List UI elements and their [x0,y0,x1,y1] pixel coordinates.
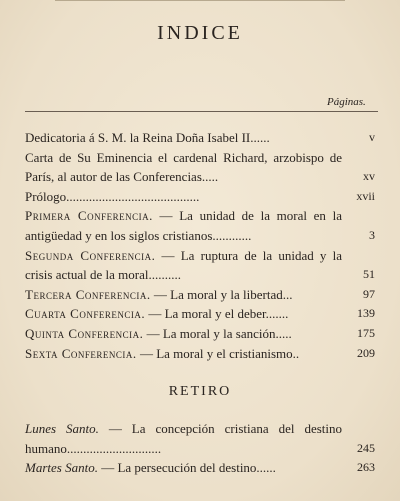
header-rule [25,111,378,112]
toc-entry [25,419,378,458]
entry-lead: Cuarta Conferencia. [25,306,146,322]
entry-lead: Quinta Conferencia. [25,325,144,341]
toc-entry [25,344,378,364]
entry-page-number: 209 [357,345,375,360]
entry-page-number: xv [363,169,375,184]
entry-page-number: 3 [369,227,375,242]
contents-list [25,128,378,363]
entry-lead: Lunes Santo. [25,421,99,436]
entry-lead: Martes Santo. [25,460,98,476]
entry-page-number: 245 [357,440,375,455]
entry-title: — La moral y la sanción..... [143,325,292,341]
entry-title: Carta de Su Eminencia el cardenal Richard, arzobispo de París, al autor de las Conferencias..... [25,149,342,185]
entry-page-number: 97 [363,286,375,301]
toc-entry [25,128,378,148]
entry-page-number: xvii [356,188,375,203]
entry-page-number: v [369,130,375,144]
toc-entry [25,304,378,324]
entry-title: Prólogo......................................... [25,188,200,204]
retiro-list [25,419,378,478]
toc-entry [25,458,378,478]
entry-lead: Segunda Conferencia. [25,247,156,263]
toc-entry [25,324,378,344]
entry-page-number: 175 [357,325,375,340]
page-title: INDICE [157,22,243,44]
pages-column-header: Páginas. [327,96,366,108]
toc-entry [25,285,378,305]
entry-title: — La unidad de la moral en la antigüedad y en los siglos cristianos............ [25,208,342,243]
top-edge-rule [55,0,345,1]
entry-page-number: 263 [357,460,375,475]
entry-title: — La moral y el deber....... [145,306,289,322]
entry-title: — La persecución del destino...... [97,460,276,476]
entry-lead: Sexta Conferencia. [25,345,137,361]
toc-entry [25,246,378,285]
toc-entry [25,206,378,245]
entry-lead: Tercera Conferencia. [25,286,151,302]
entry-title: — La moral y la libertad... [150,286,293,302]
entry-title: — La ruptura de la unidad y la crisis actual de la moral.......... [25,247,342,283]
toc-entry [25,148,378,187]
entry-title: — La moral y el cristianismo.. [136,345,300,361]
entry-page-number: 139 [357,306,375,321]
entry-title: — La concepción cristiana del destino humano............................. [25,421,343,456]
toc-entry [25,187,378,207]
section-heading-retiro: RETIRO [168,384,232,399]
entry-title: Dedicatoria á S. M. la Reina Doña Isabel II...... [25,130,270,145]
entry-lead: Primera Conferencia. [25,208,153,224]
entry-page-number: 51 [363,267,375,282]
